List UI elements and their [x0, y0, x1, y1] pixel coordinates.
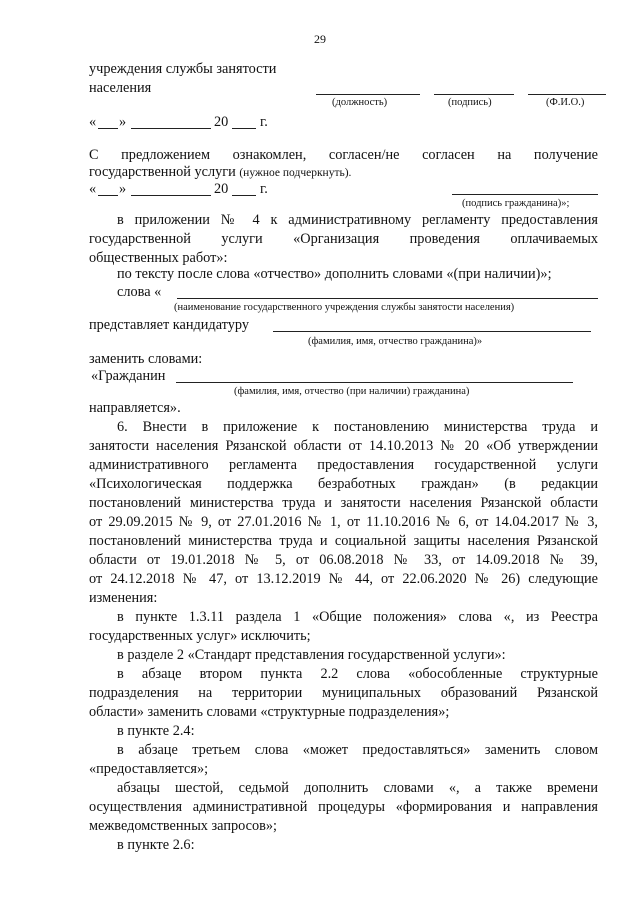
- ack-line-1: С предложением ознакомлен, согласен/не согласен на получение: [89, 147, 598, 163]
- date-open-quote: «: [89, 114, 97, 130]
- ack-note: (нужное подчеркнуть).: [239, 167, 352, 179]
- fio-line: [528, 94, 606, 95]
- position-line: [316, 94, 420, 95]
- para-3: слова «: [117, 284, 162, 300]
- ack-service: государственной услуги: [89, 164, 236, 180]
- date-g: г.: [260, 114, 268, 130]
- para-9a: в пункте 1.3.11 раздела 1 «Общие положения» слова «, из Реестра: [117, 609, 598, 625]
- para-15: в пункте 2.6:: [117, 837, 195, 853]
- para-14b: осуществления административной процедуры «формирования и направления: [89, 799, 598, 815]
- citizen-signature-line: [452, 194, 598, 195]
- caption-signature: (подпись): [448, 97, 492, 108]
- form-line-2: населения: [89, 80, 152, 96]
- para-2: по тексту после слова «отчество» дополнить словами «(при наличии)»;: [117, 266, 552, 282]
- date2-g: г.: [260, 181, 268, 197]
- para-10: в разделе 2 «Стандарт представления государственной услуги»:: [117, 647, 506, 663]
- form-line-1: учреждения службы занятости: [89, 61, 277, 77]
- para-8b: занятости населения Рязанской области от 14.10.2013 № 20 «Об утверждении: [89, 438, 598, 454]
- date2-year-line: [232, 195, 256, 196]
- para-1c: общественных работ»:: [89, 250, 228, 266]
- para-13a: в абзаце третьем слова «может предоставляться» заменить словом: [117, 742, 598, 758]
- para-1b: государственной услуги «Организация проведения оплачиваемых: [89, 231, 598, 247]
- candidate-line: [273, 331, 591, 332]
- para-8f: от 29.09.2015 № 9, от 27.01.2016 № 1, от 11.10.2016 № 6, от 14.04.2017 № 3,: [89, 514, 598, 530]
- signature-line: [434, 94, 514, 95]
- para-8c: административного регламента предоставления государственной услуги: [89, 457, 598, 473]
- para-8e: постановлений министерства труда и занятости населения Рязанской области: [89, 495, 598, 511]
- para-11b: подразделения на территории муниципальных образований Рязанской: [89, 685, 598, 701]
- date2-year: 20: [214, 181, 229, 197]
- para-8g: постановлений министерства труда и социальной защиты населения Рязанской: [89, 533, 598, 549]
- para-9b: государственных услуг» исключить;: [89, 628, 311, 644]
- caption-position: (должность): [332, 97, 388, 108]
- date2-close-quote: »: [119, 181, 127, 197]
- para-14a: абзацы шестой, седьмой дополнить словами «, а также времени: [117, 780, 598, 796]
- para-5: заменить словами:: [89, 351, 203, 367]
- para-12: в пункте 2.4:: [117, 723, 195, 739]
- caption-institution: (наименование государственного учреждения службы занятости населения): [174, 302, 515, 313]
- caption-citizen-signature: (подпись гражданина)»;: [462, 198, 570, 209]
- para-6: «Гражданин: [91, 368, 166, 384]
- date-close-quote: »: [119, 114, 127, 130]
- page-number: 29: [314, 32, 326, 46]
- para-13b: «предоставляется»;: [89, 761, 209, 777]
- para-14c: межведомственных запросов»;: [89, 818, 278, 834]
- date-day-line: [98, 128, 118, 129]
- date-month-line: [131, 128, 211, 129]
- para-8a: 6. Внести в приложение к постановлению министерства труда и: [117, 419, 598, 435]
- citizen-name-line: [176, 382, 573, 383]
- institution-line: [177, 298, 598, 299]
- caption-fio-citizen-2: (фамилия, имя, отчество (при наличии) гражданина): [234, 386, 470, 397]
- date2-open-quote: «: [89, 181, 97, 197]
- caption-fio-citizen: (фамилия, имя, отчество гражданина)»: [308, 336, 483, 347]
- date-year: 20: [214, 114, 229, 130]
- para-11a: в абзаце втором пункта 2.2 слова «обособленные структурные: [117, 666, 598, 682]
- para-4: представляет кандидатуру: [89, 317, 250, 333]
- para-8h: области от 19.01.2018 № 5, от 06.08.2018 № 33, от 14.09.2018 № 39,: [89, 552, 598, 568]
- para-8j: изменения:: [89, 590, 158, 606]
- caption-fio: (Ф.И.О.): [546, 97, 585, 108]
- para-7: направляется».: [89, 400, 181, 416]
- para-8i: от 24.12.2018 № 47, от 13.12.2019 № 44, от 22.06.2020 № 26) следующие: [89, 571, 598, 587]
- date-year-line: [232, 128, 256, 129]
- para-11c: области» заменить словами «структурные подразделения»;: [89, 704, 450, 720]
- para-1a: в приложении № 4 к административному регламенту предоставления: [117, 212, 598, 228]
- para-8d: «Психологическая поддержка безработных граждан» (в редакции: [89, 476, 598, 492]
- date2-day-line: [98, 195, 118, 196]
- date2-month-line: [131, 195, 211, 196]
